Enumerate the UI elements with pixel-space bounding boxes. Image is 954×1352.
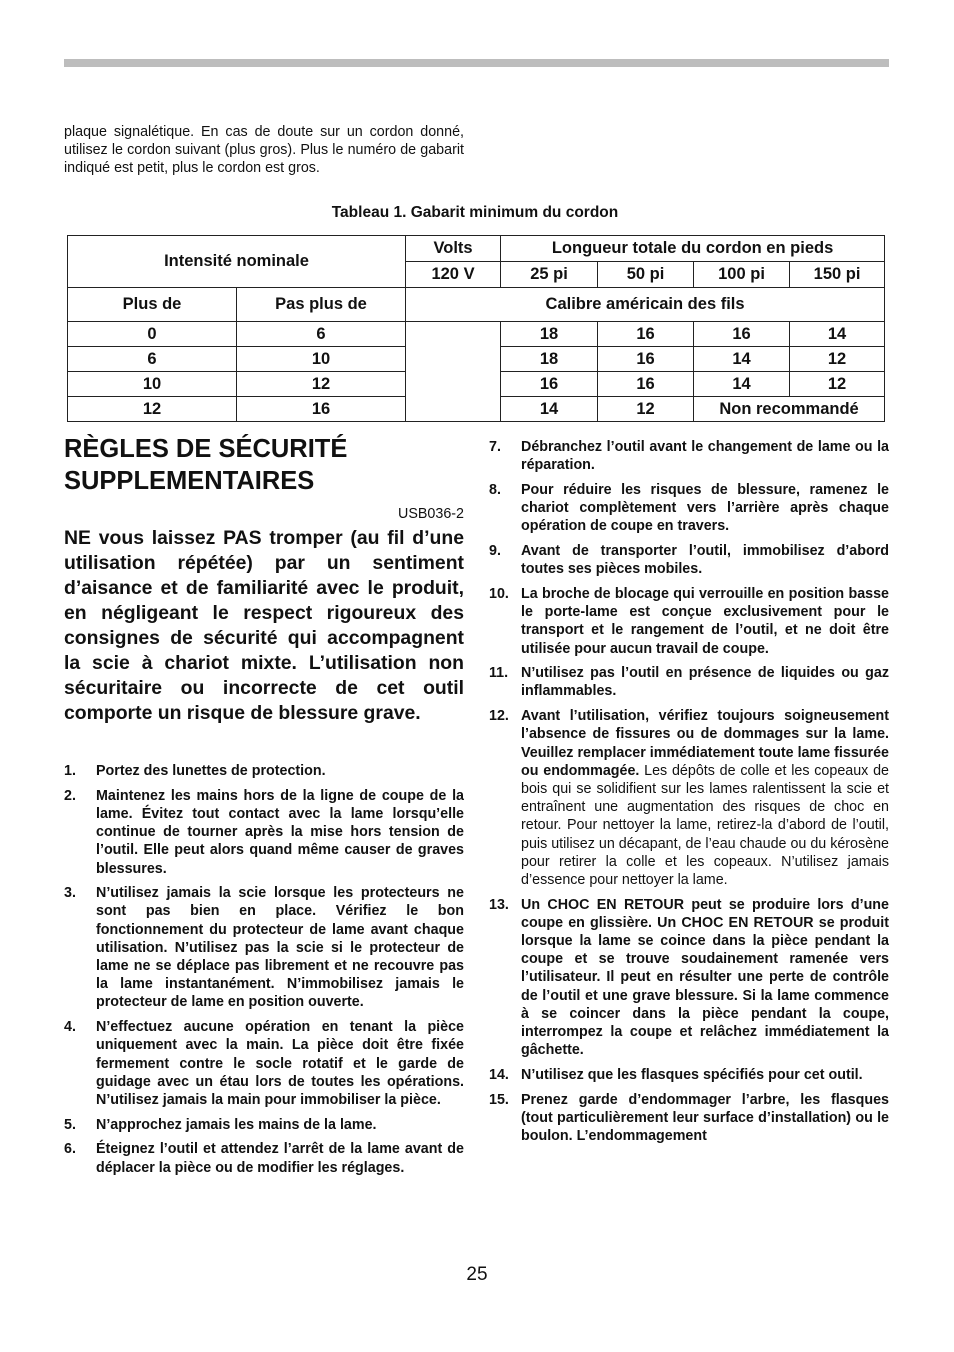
item-text: Débranchez l’outil avant le changement de lame ou la réparation.	[521, 439, 889, 474]
item-number: 6.	[64, 1141, 76, 1158]
table-cell: 14	[694, 372, 790, 397]
header-volts: Volts	[406, 236, 501, 262]
table-row	[68, 322, 885, 347]
table-cell: 10	[68, 372, 237, 397]
table-cell: 16	[237, 397, 406, 422]
table-cell: 14	[694, 347, 790, 372]
table-cell: 12	[790, 372, 885, 397]
item-number: 1.	[64, 763, 76, 779]
table-cell: 14	[501, 397, 598, 422]
header-150pi: 150 pi	[790, 262, 885, 288]
header-25pi: 25 pi	[501, 262, 598, 288]
item-text: Un CHOC EN RETOUR peut se produire lors d’une coupe en glissière. Un CHOC EN RETOUR se produit lorsque la lame se coince dans la pièce pendant la coupe et se trouve soudainement ramenée vers l’utilisateur. Il peut en résulter une perte de contrôle de l’outil et une grave blessure. Si la lame commence à se coincer dans la pièce pendant la coupe, interrompez la coupe et relâchez immédiatement la gâchette.	[521, 896, 889, 1059]
item-text: Éteignez l’outil et attendez l’arrêt de la lame avant de déplacer la pièce ou de modifier les réglages.	[96, 1141, 464, 1176]
list-item	[489, 438, 889, 474]
list-item	[489, 664, 889, 700]
item-text: N’utilisez pas l’outil en présence de liquides ou gaz inflammables.	[521, 665, 889, 700]
list-item	[64, 787, 464, 878]
item-number: 12.	[489, 708, 509, 725]
header-longueur: Longueur totale du cordon en pieds	[501, 236, 885, 262]
item-text-normal: Les dépôts de colle et les copeaux de bois qui se solidifient sur les lames ralentissent la scie et entraînent une augmentation des risques de choc en retour. Pour nettoyer la lame, retirez-la d’abord de l’outil, puis utilisez un décapant, de l’eau chaude ou du kérosène pour retirer la colle et les copeaux. N’utilisez jamais d’essence pour nettoyer la lame.	[521, 762, 890, 888]
item-text: N’utilisez que les flasques spécifiés pour cet outil.	[521, 1067, 863, 1083]
item-number: 9.	[489, 543, 501, 560]
table-cell: 16	[598, 372, 694, 397]
item-text: Pour réduire les risques de blessure, ramenez le chariot complètement vers l’arrière après chaque opération de coupe en travers.	[521, 481, 889, 535]
table-cell: 6	[68, 347, 237, 372]
item-text: Portez des lunettes de protection.	[96, 763, 326, 779]
item-number: 8.	[489, 481, 501, 498]
table-cell: 10	[237, 347, 406, 372]
header-rule	[64, 59, 889, 67]
item-number: 11.	[489, 665, 509, 682]
safety-list-left	[64, 762, 464, 1183]
list-item	[64, 1018, 464, 1109]
table-cell: 12	[68, 397, 237, 422]
intro-paragraph: plaque signalétique. En cas de doute sur un cordon donné, utilisez le cordon suivant (plus gros). Plus le numéro de gabarit indiqué est petit, plus le cordon est gros.	[64, 124, 464, 177]
header-intensite: Intensité nominale	[68, 236, 406, 288]
item-number: 5.	[64, 1116, 76, 1133]
list-item	[489, 481, 889, 536]
table-header-row	[68, 288, 885, 322]
table-cell-non-recommande: Non recommandé	[694, 397, 885, 422]
page-number: 25	[466, 1264, 488, 1285]
table-cell: 6	[237, 322, 406, 347]
item-number: 15.	[489, 1091, 509, 1108]
list-item	[64, 1116, 464, 1134]
document-code: USB036-2	[398, 506, 464, 522]
header-50pi: 50 pi	[598, 262, 694, 288]
list-item	[489, 896, 889, 1060]
table-cell-empty	[406, 322, 501, 422]
table-header-row	[68, 236, 885, 262]
item-text: Prenez garde d’endommager l’arbre, les flasques (tout particulièrement leur surface d’installation) ou le boulon. L’endommagement	[521, 1091, 889, 1145]
item-text: Avant de transporter l’outil, immobilisez d’abord toutes ses pièces mobiles.	[521, 543, 889, 578]
table-cell: 16	[598, 347, 694, 372]
item-number: 2.	[64, 787, 76, 804]
item-number: 4.	[64, 1019, 76, 1036]
item-text: N’utilisez jamais la scie lorsque les protecteurs ne sont pas bien en place. Vérifiez le bon fonctionnement du protecteur de lame avant chaque utilisation. N’utilisez pas la scie si le protecteur de lame ne se déplace pas librement et ne recouvre pas la lame instantanément. N’immobilisez jamais le protecteur de lame en position ouverte.	[96, 885, 464, 1011]
table-cell: 12	[598, 397, 694, 422]
table-cell: 0	[68, 322, 237, 347]
cord-gauge-table	[67, 235, 885, 422]
list-item	[489, 542, 889, 578]
section-title-line: RÈGLES DE SÉCURITÉ	[64, 435, 348, 463]
item-number: 3.	[64, 885, 76, 902]
header-calibre: Calibre américain des fils	[406, 288, 885, 322]
item-text: La broche de blocage qui verrouille en position basse le porte-lame est conçue exclusivement pour le transport et le rangement de l’outil, et ne doit être utilisée pour aucun travail de coupe.	[521, 585, 889, 657]
table-cell: 14	[790, 322, 885, 347]
table-cell: 18	[501, 347, 598, 372]
table-cell: 16	[501, 372, 598, 397]
header-pas-plus-de: Pas plus de	[237, 288, 406, 322]
section-title	[64, 433, 464, 497]
list-item	[489, 585, 889, 658]
list-item	[64, 884, 464, 1011]
header-plus-de: Plus de	[68, 288, 237, 322]
warning-paragraph: NE vous laissez PAS tromper (au fil d’une utilisation répétée) par un sentiment d’aisance et de familiarité avec le produit, en négligeant le respect rigoureux des consignes de sécurité qui accompagnent la scie à chariot mixte. L’utilisation non sécuritaire ou incorrecte de cet outil comporte un risque de blessure grave.	[64, 527, 464, 724]
list-item	[64, 1140, 464, 1176]
header-100pi: 100 pi	[694, 262, 790, 288]
item-text: N’effectuez aucune opération en tenant la pièce uniquement avec la main. La pièce doit être fixée fermement contre le socle rotatif et le garde de guidage avec un étau lors de toutes les opérations. N’utilisez jamais la main pour immobiliser la pièce.	[96, 1019, 464, 1108]
list-item	[64, 762, 464, 780]
item-text: Maintenez les mains hors de la ligne de coupe de la lame. Évitez tout contact avec la lame lorsqu’elle continue de tourner après la mise hors tension de l’outil. Elle peut alors quand même causer de graves blessures.	[96, 787, 464, 877]
table-cell: 12	[790, 347, 885, 372]
item-number: 13.	[489, 896, 509, 913]
safety-list-right	[489, 438, 889, 1152]
section-title-line: SUPPLEMENTAIRES	[64, 467, 315, 495]
list-item	[489, 1066, 889, 1084]
table-cell: 16	[598, 322, 694, 347]
table-cell: 12	[237, 372, 406, 397]
item-number: 14.	[489, 1067, 509, 1083]
header-120v: 120 V	[406, 262, 501, 288]
item-number: 7.	[489, 439, 501, 455]
table-cell: 18	[501, 322, 598, 347]
list-item	[489, 707, 889, 889]
item-text: N’approchez jamais les mains de la lame.	[96, 1116, 377, 1133]
item-text-bold: Avant l’utilisation, vérifiez toujours soigneusement l’absence de fissures ou de dommages sur la lame. Veuillez remplacer immédiatement toute lame fissurée ou endommagée.	[521, 708, 889, 779]
item-text-wrap	[521, 707, 889, 889]
table-caption: Tableau 1. Gabarit minimum du cordon	[331, 204, 619, 221]
item-number: 10.	[489, 585, 509, 602]
list-item	[489, 1091, 889, 1146]
table-cell: 16	[694, 322, 790, 347]
